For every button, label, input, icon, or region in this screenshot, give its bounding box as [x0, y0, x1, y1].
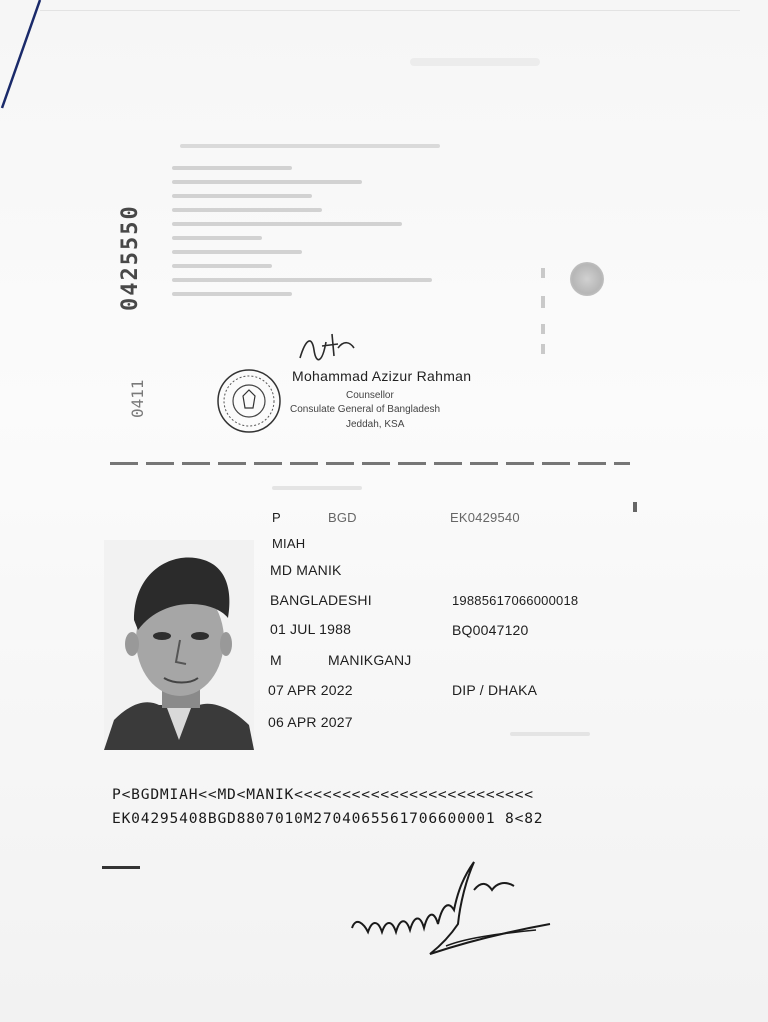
official-seal-icon [216, 368, 282, 434]
sex: M [270, 652, 282, 668]
observation-header-line [180, 144, 440, 148]
page-edge-line [0, 0, 60, 120]
observation-line [172, 236, 262, 240]
officer-title: Counsellor [346, 390, 394, 401]
date-of-expiry: 06 APR 2027 [268, 714, 353, 730]
officer-location: Jeddah, KSA [346, 419, 405, 430]
side-perforation-marks [538, 268, 548, 358]
observation-line [172, 208, 322, 212]
signature-icon [346, 850, 556, 960]
nationality: BANGLADESHI [270, 592, 372, 608]
faint-watermark-text [510, 732, 590, 736]
observation-line [172, 222, 402, 226]
country-code: BGD [328, 510, 357, 525]
serial-number-small: 0411 [128, 379, 147, 418]
previous-passport-number: BQ0047120 [452, 622, 529, 638]
date-of-birth: 01 JUL 1988 [270, 621, 352, 637]
observation-line [172, 278, 432, 282]
date-of-issue: 07 APR 2022 [268, 682, 353, 698]
passport-number: EK0429540 [450, 510, 520, 525]
observation-line [172, 292, 292, 296]
edge-dash [102, 866, 140, 869]
hologram-icon [570, 262, 604, 296]
serial-number: 0425550 [118, 204, 143, 312]
faint-label [272, 486, 362, 490]
observation-line [172, 180, 362, 184]
observation-line [172, 194, 312, 198]
observation-line [172, 166, 292, 170]
personal-number: 19885617066000018 [452, 593, 579, 608]
observation-line [172, 250, 302, 254]
mrz-line-2: EK04295408BGD8807010M2704065561706600001 8<82 [112, 810, 544, 827]
observation-line [172, 264, 272, 268]
officer-name: Mohammad Azizur Rahman [292, 368, 472, 384]
officer-signature-icon [292, 328, 362, 368]
holder-photo-icon [104, 540, 254, 750]
observation-text-block [172, 166, 442, 306]
surname: MIAH [272, 536, 306, 551]
passport-type: P [272, 510, 281, 525]
issuing-authority: DIP / DHAKA [452, 682, 538, 698]
given-names: MD MANIK [270, 562, 342, 578]
place-of-birth: MANIKGANJ [328, 652, 412, 668]
mrz-line-1: P<BGDMIAH<<MD<MANIK<<<<<<<<<<<<<<<<<<<<<<<<< [112, 786, 534, 803]
edge-mark [633, 502, 637, 512]
faint-edge-line [40, 10, 740, 11]
page-divider [110, 462, 630, 465]
officer-office: Consulate General of Bangladesh [290, 404, 441, 415]
faint-header-mark [410, 58, 540, 66]
